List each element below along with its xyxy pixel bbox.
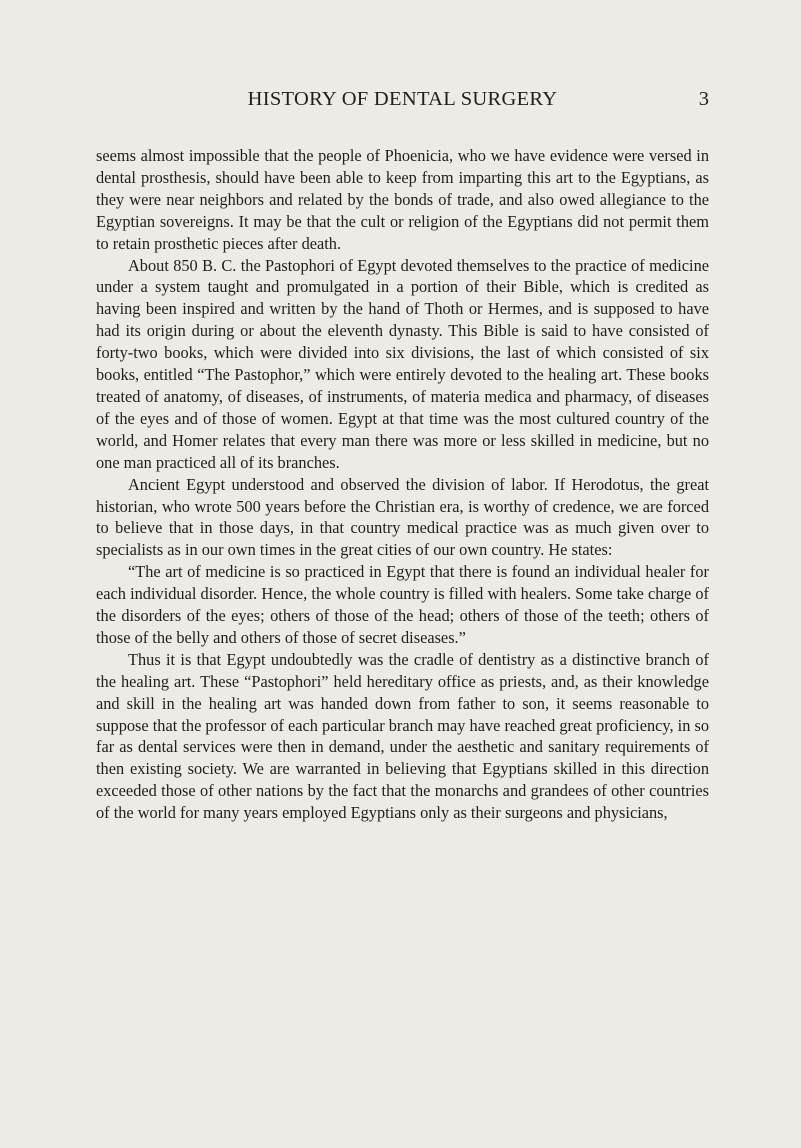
paragraph-pastophori: About 850 B. C. the Pastophori of Egypt devoted themselves to the practice of medicine under a system taught and promulgated in a portion of their Bible, which is credited as having been inspired and written by the hand of Thoth or Hermes, and is supposed to have had its origin during or about the eleventh dynasty. This Bible is said to have consisted of forty-two books, which were divided into six divisions, the last of which consisted of six books, entitled “The Pastophor,” which were entirely devoted to the healing art. These books treated of anatomy, of diseases, of instruments, of materia medica and pharmacy, of diseases of the eyes and of those of women. Egypt at that time was the most cultured country of the world, and Homer relates that every man there was more or less skilled in medicine, but no one man practiced all of its branches. bbox=[96, 255, 709, 472]
running-head bbox=[96, 88, 709, 114]
paragraph-cradle-of-dentistry: Thus it is that Egypt undoubtedly was the cradle of dentistry as a distinctive branch of the healing art. These “Pastophori” held hereditary office as priests, and, as their knowledge and skill in the healing art was handed down from father to son, it seems reasonable to suppose that the professor of each particular branch may have reached great proficiency, in so far as dental services were then in demand, under the aesthetic and sanitary requirements of then existing society. We are warranted in believing that Egyptians skilled in this direction exceeded those of other nations by the fact that the monarchs and grandees of other countries of the world for many years employed Egyptians only as their surgeons and physicians, bbox=[96, 649, 709, 823]
body-text bbox=[96, 145, 709, 824]
paragraph-continuation: seems almost impossible that the people of Phoenicia, who we have evidence were versed in dental prosthesis, should have been able to keep from imparting this art to the Egyptians, as they were near neighbors and related by the bonds of trade, and also owed allegiance to the Egyptian sovereigns. It may be that the cult or religion of the Egyptians did not permit them to retain prosthetic pieces after death. bbox=[96, 146, 709, 253]
paragraph-division-of-labor: Ancient Egypt understood and observed the division of labor. If Herodotus, the great historian, who wrote 500 years before the Christian era, is worthy of credence, we are forced to believe that in those days, in that country medical practice was as much given over to specialists as in our own times in the great cities of our own country. He states: bbox=[96, 474, 709, 560]
paragraph-herodotus-quote: “The art of medicine is so practiced in Egypt that there is found an individual healer for each individual disorder. Hence, the whole country is filled with healers. Some take charge of the disorders of the eyes; others of those of the head; others of those of the teeth; others of those of the belly and others of those of secret diseases.” bbox=[96, 562, 709, 647]
page-number: 3 bbox=[698, 88, 709, 110]
running-title: HISTORY OF DENTAL SURGERY bbox=[247, 88, 558, 110]
